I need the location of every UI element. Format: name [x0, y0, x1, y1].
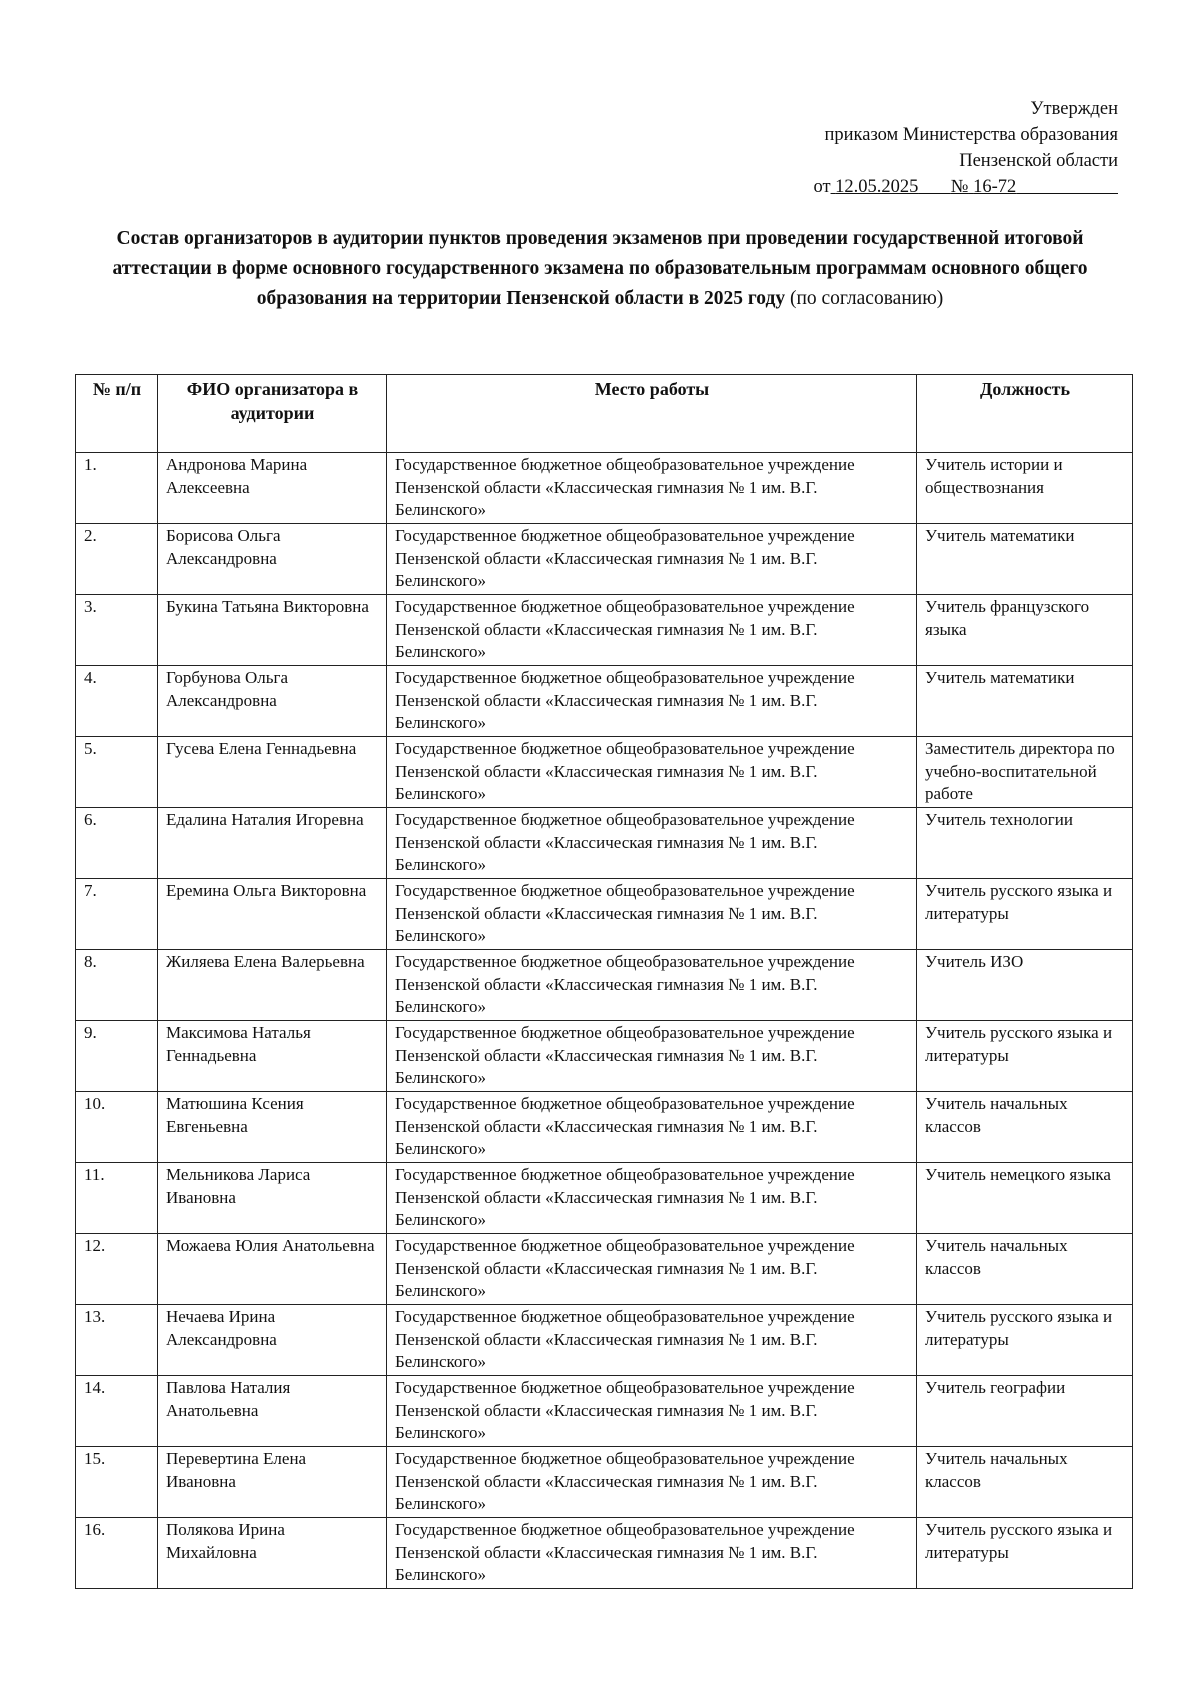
cell-number: 13. — [76, 1305, 158, 1376]
cell-name: Едалина Наталия Игоревна — [158, 808, 387, 879]
cell-name: Нечаева Ирина Александровна — [158, 1305, 387, 1376]
cell-name: Максимова Наталья Геннадьевна — [158, 1021, 387, 1092]
table-row — [76, 595, 1133, 666]
cell-name: Полякова Ирина Михайловна — [158, 1518, 387, 1589]
cell-name: Жиляева Елена Валерьевна — [158, 950, 387, 1021]
cell-number: 15. — [76, 1447, 158, 1518]
cell-position: Учитель математики — [917, 666, 1133, 737]
header-workplace: Место работы — [387, 375, 917, 453]
table-row — [76, 666, 1133, 737]
table-row — [76, 1234, 1133, 1305]
table-row — [76, 1518, 1133, 1589]
table-row — [76, 1376, 1133, 1447]
cell-workplace: Государственное бюджетное общеобразовательное учреждение Пензенской области «Классическая гимназия № 1 им. В.Г. Белинского» — [387, 808, 917, 879]
cell-position: Учитель начальных классов — [917, 1234, 1133, 1305]
cell-position: Учитель французского языка — [917, 595, 1133, 666]
approval-number-label: № — [950, 177, 969, 197]
cell-name: Можаева Юлия Анатольевна — [158, 1234, 387, 1305]
table-row — [76, 879, 1133, 950]
cell-position: Учитель русского языка и литературы — [917, 1518, 1133, 1589]
cell-workplace: Государственное бюджетное общеобразовательное учреждение Пензенской области «Классическая гимназия № 1 им. В.Г. Белинского» — [387, 453, 917, 524]
table-row — [76, 1092, 1133, 1163]
table-row — [76, 950, 1133, 1021]
cell-name: Борисова Ольга Александровна — [158, 524, 387, 595]
cell-number: 10. — [76, 1092, 158, 1163]
cell-position: Учитель географии — [917, 1376, 1133, 1447]
cell-position: Заместитель директора по учебно-воспитательной работе — [917, 737, 1133, 808]
cell-number: 2. — [76, 524, 158, 595]
cell-name: Мельникова Лариса Ивановна — [158, 1163, 387, 1234]
header-name: ФИО организатора в аудитории — [158, 375, 387, 453]
cell-number: 6. — [76, 808, 158, 879]
cell-number: 4. — [76, 666, 158, 737]
cell-workplace: Государственное бюджетное общеобразовательное учреждение Пензенской области «Классическая гимназия № 1 им. В.Г. Белинского» — [387, 595, 917, 666]
cell-number: 1. — [76, 453, 158, 524]
cell-workplace: Государственное бюджетное общеобразовательное учреждение Пензенской области «Классическая гимназия № 1 им. В.Г. Белинского» — [387, 1163, 917, 1234]
approval-line-order: приказом Министерства образования — [824, 125, 1118, 145]
cell-workplace: Государственное бюджетное общеобразовательное учреждение Пензенской области «Классическая гимназия № 1 им. В.Г. Белинского» — [387, 879, 917, 950]
cell-number: 12. — [76, 1234, 158, 1305]
cell-position: Учитель русского языка и литературы — [917, 1021, 1133, 1092]
cell-name: Перевертина Елена Ивановна — [158, 1447, 387, 1518]
cell-name: Букина Татьяна Викторовна — [158, 595, 387, 666]
cell-position: Учитель математики — [917, 524, 1133, 595]
cell-position: Учитель ИЗО — [917, 950, 1133, 1021]
approval-line-approved: Утвержден — [1030, 99, 1118, 119]
cell-position: Учитель начальных классов — [917, 1447, 1133, 1518]
cell-name: Матюшина Ксения Евгеньевна — [158, 1092, 387, 1163]
table-header-row — [76, 375, 1133, 453]
approval-from-label: от — [813, 177, 831, 197]
cell-name: Еремина Ольга Викторовна — [158, 879, 387, 950]
document-title — [90, 224, 1110, 314]
organizers-table — [75, 374, 1133, 1589]
approval-block — [740, 96, 1118, 200]
cell-name: Гусева Елена Геннадьевна — [158, 737, 387, 808]
table-row — [76, 1447, 1133, 1518]
cell-workplace: Государственное бюджетное общеобразовательное учреждение Пензенской области «Классическая гимназия № 1 им. В.Г. Белинского» — [387, 1092, 917, 1163]
cell-name: Горбунова Ольга Александровна — [158, 666, 387, 737]
cell-position: Учитель технологии — [917, 808, 1133, 879]
cell-position: Учитель начальных классов — [917, 1092, 1133, 1163]
table-row — [76, 1021, 1133, 1092]
cell-number: 5. — [76, 737, 158, 808]
table-row — [76, 808, 1133, 879]
cell-workplace: Государственное бюджетное общеобразовательное учреждение Пензенской области «Классическая гимназия № 1 им. В.Г. Белинского» — [387, 524, 917, 595]
approval-order-line — [740, 174, 1118, 200]
cell-position: Учитель истории и обществознания — [917, 453, 1133, 524]
cell-number: 14. — [76, 1376, 158, 1447]
cell-number: 3. — [76, 595, 158, 666]
cell-name: Павлова Наталия Анатольевна — [158, 1376, 387, 1447]
cell-workplace: Государственное бюджетное общеобразовательное учреждение Пензенской области «Классическая гимназия № 1 им. В.Г. Белинского» — [387, 1518, 917, 1589]
cell-number: 8. — [76, 950, 158, 1021]
header-position: Должность — [917, 375, 1133, 453]
cell-position: Учитель русского языка и литературы — [917, 1305, 1133, 1376]
cell-workplace: Государственное бюджетное общеобразовательное учреждение Пензенской области «Классическая гимназия № 1 им. В.Г. Белинского» — [387, 666, 917, 737]
table-row — [76, 1163, 1133, 1234]
cell-workplace: Государственное бюджетное общеобразовательное учреждение Пензенской области «Классическая гимназия № 1 им. В.Г. Белинского» — [387, 1376, 917, 1447]
table-body — [76, 453, 1133, 1589]
approval-line-region: Пензенской области — [959, 151, 1118, 171]
cell-position: Учитель немецкого языка — [917, 1163, 1133, 1234]
cell-workplace: Государственное бюджетное общеобразовательное учреждение Пензенской области «Классическая гимназия № 1 им. В.Г. Белинского» — [387, 950, 917, 1021]
cell-name: Андронова Марина Алексеевна — [158, 453, 387, 524]
approval-date: 12.05.2025 — [835, 177, 919, 197]
document-title-main: Состав организаторов в аудитории пунктов проведения экзаменов при проведении государственной итоговой аттестации в форме основного государственного экзамена по образовательным программам основного общего образования на территории Пензенской области в 2025 году — [112, 228, 1088, 309]
table-row — [76, 1305, 1133, 1376]
table-row — [76, 453, 1133, 524]
document-title-note: (по согласованию) — [789, 288, 944, 309]
header-number: № п/п — [76, 375, 158, 453]
cell-workplace: Государственное бюджетное общеобразовательное учреждение Пензенской области «Классическая гимназия № 1 им. В.Г. Белинского» — [387, 1447, 917, 1518]
cell-number: 7. — [76, 879, 158, 950]
table-row — [76, 737, 1133, 808]
cell-position: Учитель русского языка и литературы — [917, 879, 1133, 950]
cell-workplace: Государственное бюджетное общеобразовательное учреждение Пензенской области «Классическая гимназия № 1 им. В.Г. Белинского» — [387, 1234, 917, 1305]
table-row — [76, 524, 1133, 595]
approval-number: 16-72 — [973, 177, 1017, 197]
cell-workplace: Государственное бюджетное общеобразовательное учреждение Пензенской области «Классическая гимназия № 1 им. В.Г. Белинского» — [387, 737, 917, 808]
cell-number: 11. — [76, 1163, 158, 1234]
cell-workplace: Государственное бюджетное общеобразовательное учреждение Пензенской области «Классическая гимназия № 1 им. В.Г. Белинского» — [387, 1305, 917, 1376]
cell-number: 9. — [76, 1021, 158, 1092]
cell-workplace: Государственное бюджетное общеобразовательное учреждение Пензенской области «Классическая гимназия № 1 им. В.Г. Белинского» — [387, 1021, 917, 1092]
cell-number: 16. — [76, 1518, 158, 1589]
